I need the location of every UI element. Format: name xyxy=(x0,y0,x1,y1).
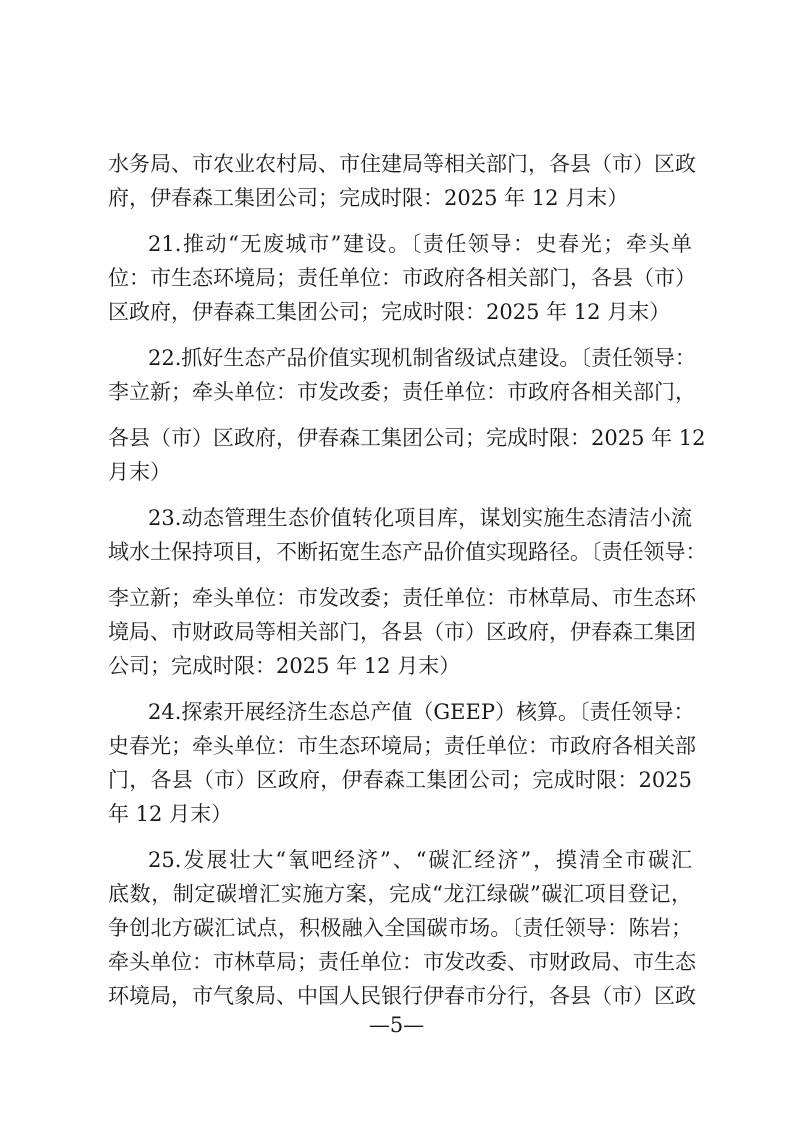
text-line: 区政府，伊春森工集团公司；完成时限：2025 年 12 月末） xyxy=(108,300,671,324)
item-21-heading: 21.推动“无废城市”建设。〔责任领导：史春光；牵头单 xyxy=(148,232,692,256)
text-line: 月末） xyxy=(108,460,171,484)
text-line: 府，伊春森工集团公司；完成时限：2025 年 12 月末） xyxy=(108,186,629,210)
text-line: 底数，制定碳增汇实施方案，完成“龙江绿碳”碳汇项目登记， xyxy=(108,882,692,906)
text-line: 域水土保持项目，不断拓宽生态产品价值实现路径。〔责任领导： xyxy=(108,540,707,564)
text-line: 水务局、市农业农村局、市住建局等相关部门，各县（市）区政 xyxy=(108,152,696,176)
text-line: 争创北方碳汇试点，积极融入全国碳市场。〔责任领导：陈岩； xyxy=(108,916,692,940)
text-line: 位：市生态环境局；责任单位：市政府各相关部门，各县（市） xyxy=(108,266,696,290)
text-line: 环境局，市气象局、中国人民银行伊春市分行，各县（市）区政 xyxy=(108,984,696,1008)
text-line: 牵头单位：市林草局；责任单位：市发改委、市财政局、市生态 xyxy=(108,950,696,974)
text-line: 公司；完成时限：2025 年 12 月末） xyxy=(108,654,461,678)
text-line: 史春光；牵头单位：市生态环境局；责任单位：市政府各相关部 xyxy=(108,734,696,758)
item-24-heading: 24.探索开展经济生态总产值（GEEP）核算。〔责任领导： xyxy=(148,700,695,724)
text-line: 李立新；牵头单位：市发改委；责任单位：市林草局、市生态环 xyxy=(108,586,696,610)
text-line: 各县（市）区政府，伊春森工集团公司；完成时限：2025 年 12 xyxy=(108,426,706,450)
text-line: 年 12 月末） xyxy=(108,802,233,826)
text-line: 境局、市财政局等相关部门，各县（市）区政府，伊春森工集团 xyxy=(108,620,696,644)
item-22-heading: 22.抓好生态产品价值实现机制省级试点建设。〔责任领导： xyxy=(148,346,696,370)
item-23-heading: 23.动态管理生态价值转化项目库，谋划实施生态清洁小流 xyxy=(148,506,692,530)
page-number: —5— xyxy=(368,1013,425,1037)
item-25-heading: 25.发展壮大“氧吧经济”、“碳汇经济”，摸清全市碳汇 xyxy=(148,848,692,872)
text-line: 门，各县（市）区政府，伊春森工集团公司；完成时限：2025 xyxy=(108,768,692,792)
text-line: 李立新；牵头单位：市发改委；责任单位：市政府各相关部门， xyxy=(108,380,696,404)
